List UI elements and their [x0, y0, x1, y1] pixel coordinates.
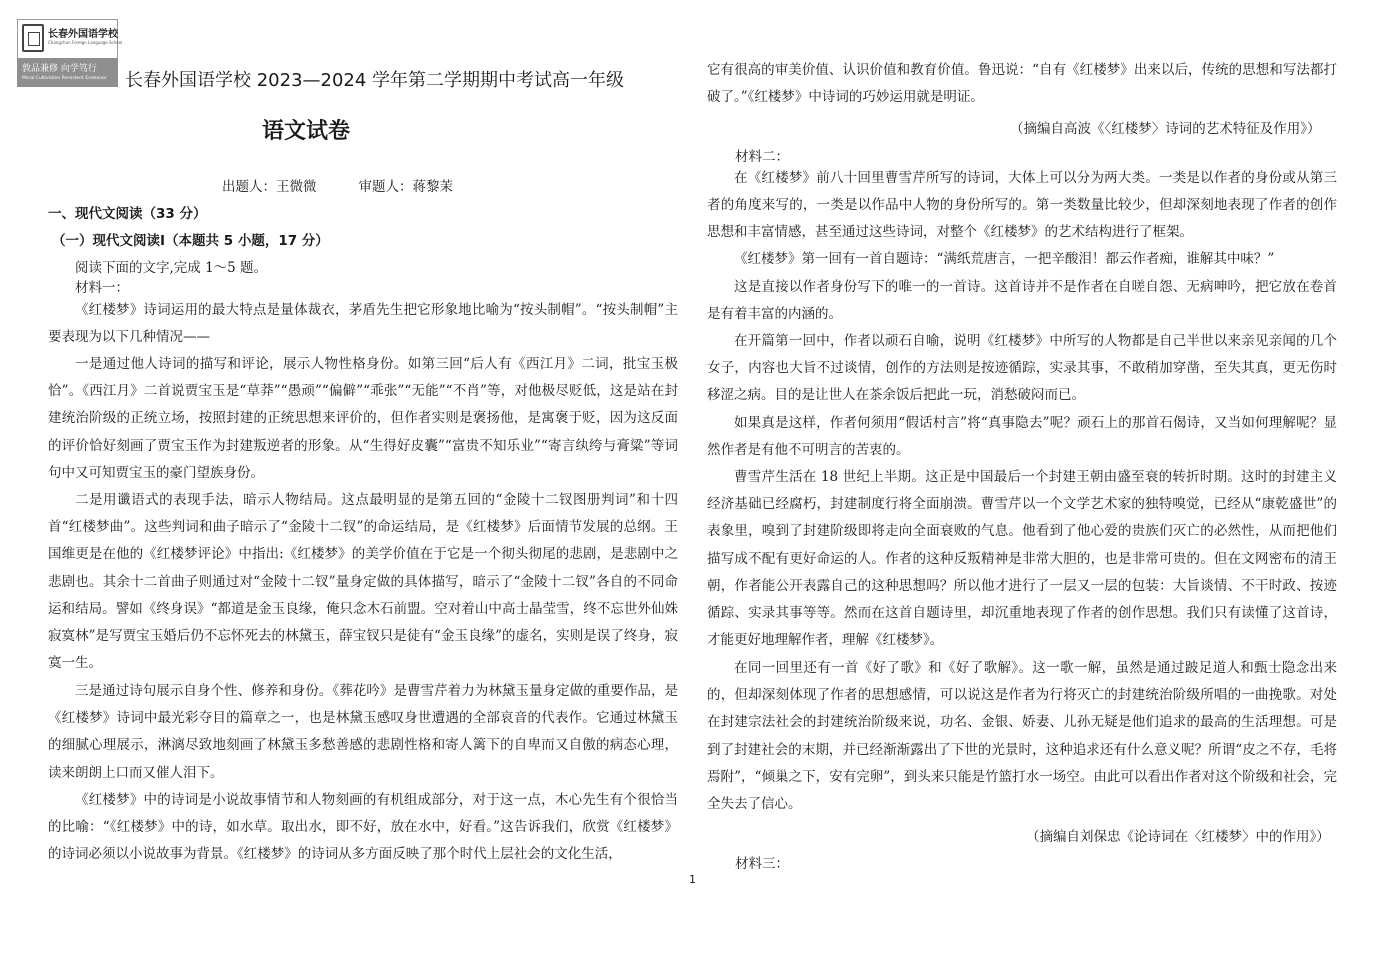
page-number: 1	[689, 873, 696, 886]
paragraph: 一是通过他人诗词的描写和评论，展示人物性格身份。如第三回“后人有《西江月》二词，批宝玉极恰”。《西江月》二首说贾宝玉是“草莽”“愚顽”“偏僻”“乖张”“无能”“不肖”等，对他极尽贬低，这是站在封建统治阶级的正统立场，按照封建的正统思想来评价的，但作者实则是褒扬他，是寓褒于贬，因为这反面的评价恰好刻画了贾宝玉作为封建叛逆者的形象。从“生得好皮囊”“富贵不知乐业”“寄言纨绔与膏粱”等词句中又可知贾宝玉的豪门望族身份。	[48, 356, 678, 481]
logo-name-en: Changchun Foreign Language School	[48, 40, 123, 45]
material-label: 材料一：	[75, 280, 129, 296]
subsection-heading: （一）现代文阅读Ⅰ（本题共 5 小题，17 分）	[52, 233, 329, 249]
authors-line	[222, 175, 453, 195]
school-logo	[17, 19, 123, 86]
school-seal-icon	[22, 24, 44, 52]
logo-motto-en: Moral Cultivation Persistent Endeavor	[22, 76, 107, 81]
paragraph: 在同一回里还有一首《好了歌》和《好了歌解》。这一歌一解，虽然是通过跛足道人和甄士隐念出来的，但却深刻体现了作者的思想感情，可以说这是作者为行将灭亡的封建统治阶级所唱的一曲挽歌。对处在封建宗法社会的封建统治阶级来说，功名、金银、娇妻、儿孙无疑是他们追求的最高的生活理想。可是到了封建社会的末期，并已经渐渐露出了下世的光景时，这种追求还有什么意义呢？所谓“皮之不存，毛将焉附”，“倾巢之下，安有完卵”，到头来只能是竹篮打水一场空。由此可以看出作者对这个阶级和社会，完全失去了信心。	[707, 660, 1337, 813]
reviewer: 审题人：蒋黎茉	[358, 179, 453, 195]
paragraph: 它有很高的审美价值、认识价值和教育价值。鲁迅说：“自有《红楼梦》出来以后，传统的思想和写法都打破了。”《红楼梦》中诗词的巧妙运用就是明证。	[707, 62, 1337, 106]
author: 出题人：王微微	[222, 179, 317, 195]
paragraph: 三是通过诗句展示自身个性、修养和身份。《葬花吟》是曹雪芹着力为林黛玉量身定做的重要作品，是《红楼梦》诗词中最光彩夺目的篇章之一，也是林黛玉感叹身世遭遇的全部哀音的代表作。它通过林黛玉的细腻心理展示，淋漓尽致地刻画了林黛玉多愁善感的悲剧性格和寄人篱下的自卑而又自傲的病态心理，读来朗朗上口而又催人泪下。	[48, 683, 678, 781]
paragraph: 这是直接以作者身份写下的唯一的一首诗。这首诗并不是作者在自嗟自怨、无病呻吟，把它放在卷首是有着丰富的内涵的。	[707, 279, 1337, 323]
exam-title: 语文试卷	[262, 118, 351, 144]
section-heading: 一、现代文阅读（33 分）	[48, 206, 207, 222]
paragraph: 《红楼梦》诗词运用的最大特点是量体裁衣，茅盾先生把它形象地比喻为“按头制帽”。“按头制帽”主要表现为以下几种情况——	[48, 302, 678, 346]
logo-motto: 敦品兼修 向学笃行	[22, 64, 97, 74]
logo-name: 长春外国语学校	[48, 29, 118, 40]
paragraph: 在《红楼梦》前八十回里曹雪芹所写的诗词，大体上可以分为两大类。一类是以作者的身份或从第三者的角度来写的，一类是以作品中人物的身份所写的。第一类数量比较少，但却深刻地表现了作者的创作思想和丰富情感，甚至通过这些诗词，对整个《红楼梦》的艺术结构进行了框架。	[707, 170, 1337, 241]
instruction: 阅读下面的文字,完成 1～5 题。	[75, 260, 268, 276]
citation: （摘编自高波《〈红楼梦〉诗词的艺术特征及作用》）	[1010, 121, 1321, 137]
paragraph: 曹雪芹生活在 18 世纪上半期。这正是中国最后一个封建王朝由盛至衰的转折时期。这时的封建主义经济基础已经腐朽，封建制度行将全面崩溃。曹雪芹以一个文学艺术家的独特嗅觉，已经从“康乾盛世”的表象里，嗅到了封建阶级即将走向全面衰败的气息。他看到了他心爱的贵族们灭亡的必然性，从而把他们描写成不配有更好命运的人。作者的这种反叛精神是非常大胆的，也是非常可贵的。但在文网密布的清王朝，作者能公开表露自己的这种思想吗？所以他才进行了一层又一层的包装：大旨谈情、不干时政、按迹循踪、实录其事等等。然而在这首自题诗里，却沉重地表现了作者的创作思想。我们只有读懂了这首诗，才能更好地理解作者，理解《红楼梦》。	[707, 469, 1337, 649]
paragraph: 《红楼梦》中的诗词是小说故事情节和人物刻画的有机组成部分，对于这一点，木心先生有个很恰当的比喻：“《红楼梦》中的诗，如水草。取出水，即不好，放在水中，好看。”这告诉我们，欣赏《红楼梦》的诗词必须以小说故事为背景。《红楼梦》的诗词从多方面反映了那个时代上层社会的文化生活，	[48, 792, 678, 863]
paragraph: 在开篇第一回中，作者以顽石自喻，说明《红楼梦》中所写的人物都是自己半世以来亲见亲闻的几个女子，内容也大旨不过谈情，创作的方法则是按迹循踪，实录其事，不敢稍加穿凿，至失其真，更无伤时移涩之病。目的是让世人在茶余饭后把此一玩，消愁破闷而已。	[707, 333, 1337, 404]
school-title: 长春外国语学校 2023—2024 学年第二学期期中考试高一年级	[125, 70, 625, 91]
paragraph: 如果真是这样，作者何须用“假话村言”将“真事隐去”呢？顽石上的那首石偈诗，又当如何理解呢？显然作者是有他不可明言的苦衷的。	[707, 415, 1337, 459]
paragraph: 二是用谶语式的表现手法，暗示人物结局。这点最明显的是第五回的“金陵十二钗图册判词”和十四首“红楼梦曲”。这些判词和曲子暗示了“金陵十二钗”的命运结局，是《红楼梦》后面情节发展的总纲。王国维更是在他的《红楼梦评论》中指出:《红楼梦》的美学价值在于它是一个彻头彻尾的悲剧，是悲剧中之悲剧也。其余十二首曲子则通过对“金陵十二钗”量身定做的具体描写，暗示了“金陵十二钗”各自的不同命运和结局。譬如《终身误》“都道是金玉良缘，俺只念木石前盟。空对着山中高士晶莹雪，终不忘世外仙姝寂寞林”是写贾宝玉婚后仍不忘怀死去的林黛玉，薛宝钗只是徒有“金玉良缘”的虚名，实则是误了终身，寂寞一生。	[48, 492, 678, 672]
citation: （摘编自刘保忠《论诗词在〈红楼梦〉中的作用》）	[1026, 829, 1330, 845]
material-label: 材料三：	[735, 856, 789, 872]
material-label: 材料二：	[735, 149, 789, 165]
paragraph: 《红楼梦》第一回有一首自题诗：“满纸荒唐言，一把辛酸泪！都云作者痴，谁解其中味？”	[734, 251, 1275, 267]
